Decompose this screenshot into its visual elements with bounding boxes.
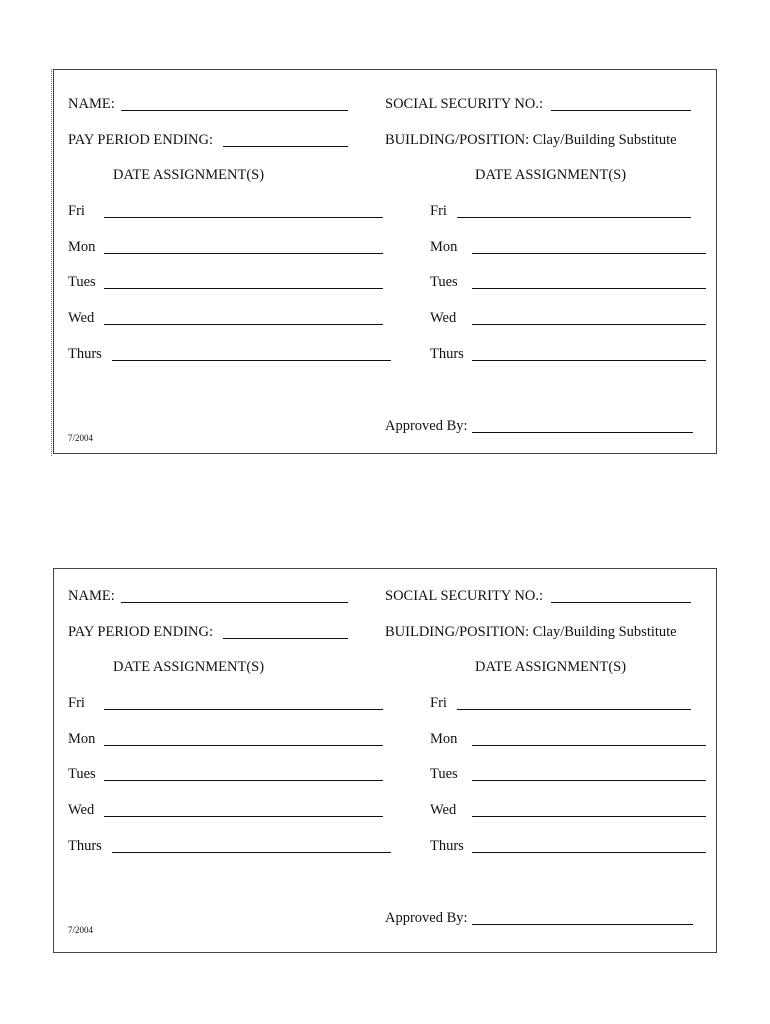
day-label-right-wed: Wed xyxy=(430,802,457,818)
day-field-left-mon[interactable] xyxy=(104,253,383,254)
day-label-right-fri: Fri xyxy=(430,695,447,711)
date-assignments-heading-left: DATE ASSIGNMENT(S) xyxy=(113,167,265,183)
building-position-text: BUILDING/POSITION: Clay/Building Substitute xyxy=(385,132,677,148)
day-label-right-wed: Wed xyxy=(430,310,457,326)
day-field-left-wed[interactable] xyxy=(104,324,383,325)
day-field-left-mon[interactable] xyxy=(104,745,383,746)
day-field-right-thurs[interactable] xyxy=(472,852,706,853)
pay-period-field[interactable] xyxy=(223,146,348,147)
form-revision-date: 7/2004 xyxy=(68,433,94,443)
timesheet-form-1 xyxy=(53,69,717,454)
pay-period-field[interactable] xyxy=(223,638,348,639)
name-field[interactable] xyxy=(121,602,348,603)
ssn-label: SOCIAL SECURITY NO.: xyxy=(385,588,544,604)
day-field-right-tues[interactable] xyxy=(472,288,706,289)
day-label-left-wed: Wed xyxy=(68,802,95,818)
ssn-label: SOCIAL SECURITY NO.: xyxy=(385,96,544,112)
day-label-left-thurs: Thurs xyxy=(68,838,102,854)
date-assignments-heading-right: DATE ASSIGNMENT(S) xyxy=(475,659,627,675)
day-label-right-fri: Fri xyxy=(430,203,447,219)
ssn-field[interactable] xyxy=(551,602,691,603)
day-label-left-thurs: Thurs xyxy=(68,346,102,362)
day-label-left-fri: Fri xyxy=(68,203,85,219)
ssn-field[interactable] xyxy=(551,110,691,111)
approved-by-field[interactable] xyxy=(472,924,693,925)
day-field-left-thurs[interactable] xyxy=(112,360,391,361)
form-revision-date: 7/2004 xyxy=(68,925,94,935)
day-field-right-thurs[interactable] xyxy=(472,360,706,361)
day-label-left-tues: Tues xyxy=(68,274,96,290)
day-label-left-tues: Tues xyxy=(68,766,96,782)
building-position-text: BUILDING/POSITION: Clay/Building Substitute xyxy=(385,624,677,640)
day-field-right-wed[interactable] xyxy=(472,816,706,817)
day-field-right-mon[interactable] xyxy=(472,745,706,746)
day-field-left-tues[interactable] xyxy=(104,780,383,781)
day-label-right-mon: Mon xyxy=(430,239,458,255)
day-label-right-tues: Tues xyxy=(430,274,458,290)
day-label-right-tues: Tues xyxy=(430,766,458,782)
timesheet-form-2 xyxy=(53,568,717,953)
day-field-right-fri[interactable] xyxy=(457,217,691,218)
date-assignments-heading-right: DATE ASSIGNMENT(S) xyxy=(475,167,627,183)
day-label-left-mon: Mon xyxy=(68,239,96,255)
day-field-right-tues[interactable] xyxy=(472,780,706,781)
day-label-right-thurs: Thurs xyxy=(430,838,464,854)
name-label: NAME: xyxy=(68,588,115,604)
day-label-right-thurs: Thurs xyxy=(430,346,464,362)
day-label-right-mon: Mon xyxy=(430,731,458,747)
pay-period-label: PAY PERIOD ENDING: xyxy=(68,132,214,148)
pay-period-label: PAY PERIOD ENDING: xyxy=(68,624,214,640)
day-field-left-wed[interactable] xyxy=(104,816,383,817)
name-label: NAME: xyxy=(68,96,115,112)
day-field-right-wed[interactable] xyxy=(472,324,706,325)
day-field-left-fri[interactable] xyxy=(104,217,383,218)
day-field-left-fri[interactable] xyxy=(104,709,383,710)
approved-by-label: Approved By: xyxy=(385,418,468,434)
name-field[interactable] xyxy=(121,110,348,111)
date-assignments-heading-left: DATE ASSIGNMENT(S) xyxy=(113,659,265,675)
day-field-left-tues[interactable] xyxy=(104,288,383,289)
day-label-left-wed: Wed xyxy=(68,310,95,326)
day-field-left-thurs[interactable] xyxy=(112,852,391,853)
day-field-right-fri[interactable] xyxy=(457,709,691,710)
approved-by-label: Approved By: xyxy=(385,910,468,926)
day-field-right-mon[interactable] xyxy=(472,253,706,254)
day-label-left-fri: Fri xyxy=(68,695,85,711)
day-label-left-mon: Mon xyxy=(68,731,96,747)
approved-by-field[interactable] xyxy=(472,432,693,433)
